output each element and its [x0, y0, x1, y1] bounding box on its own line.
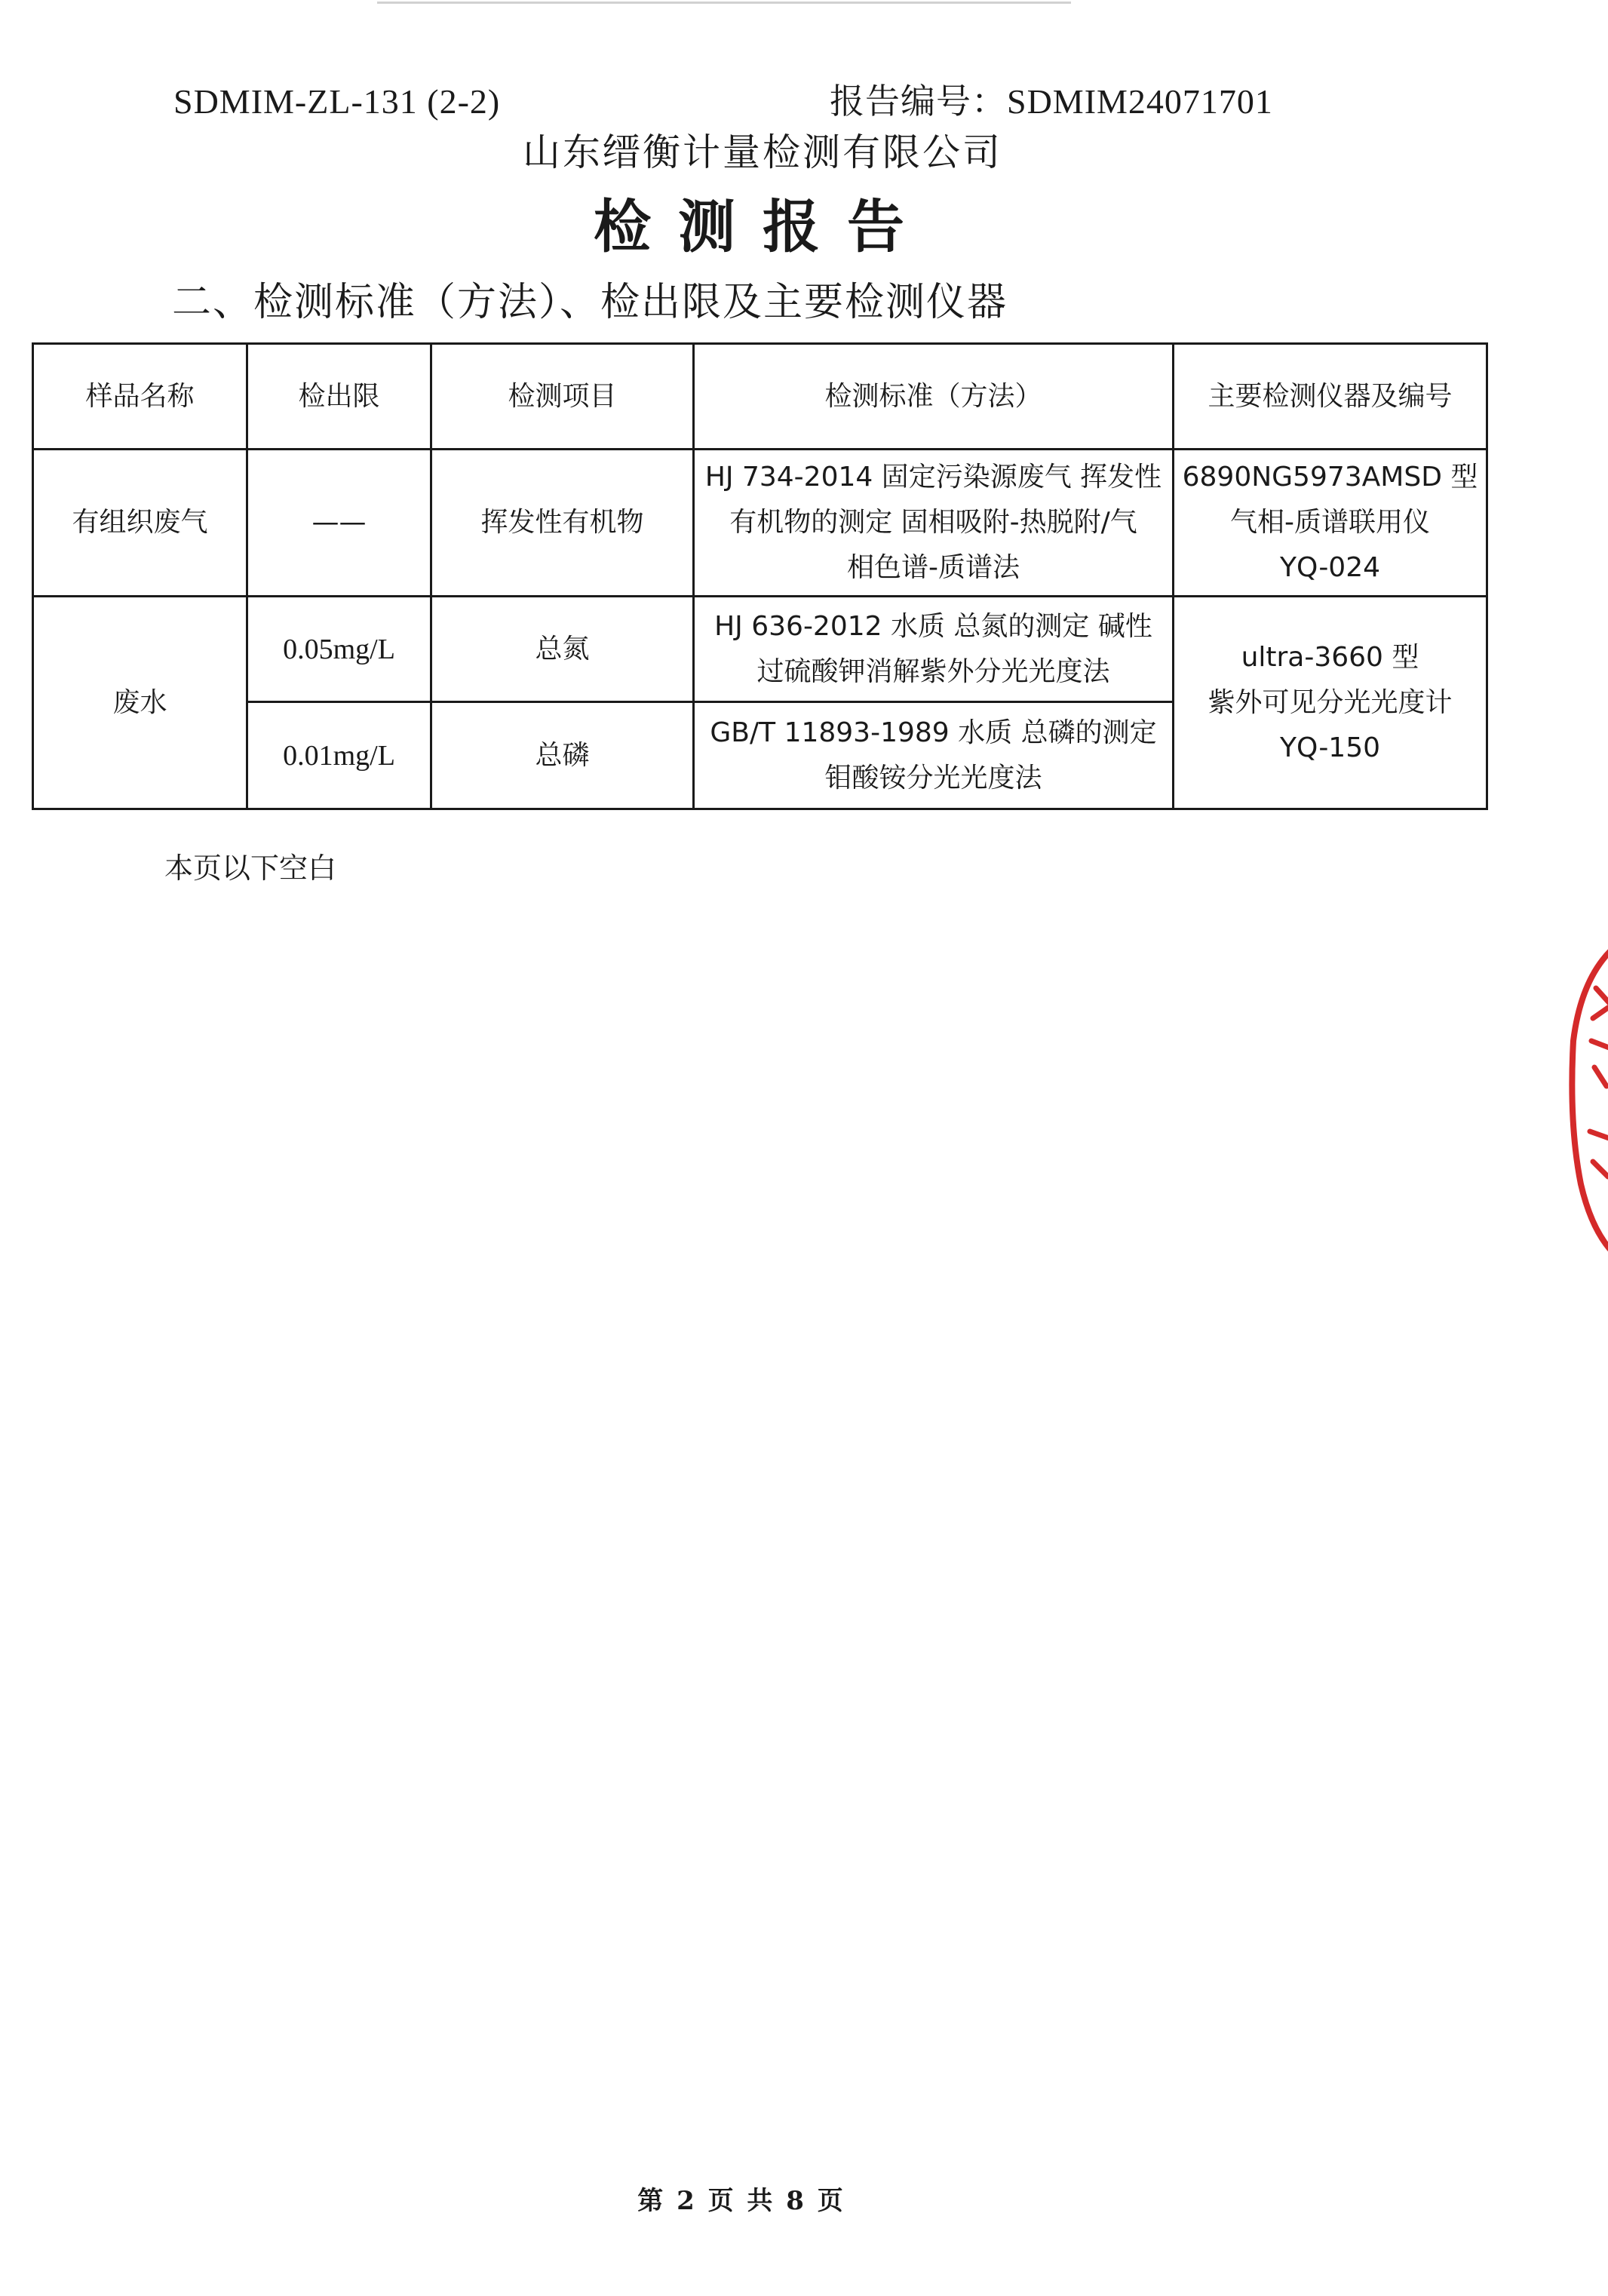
standard-line: 钼酸铵分光光度法: [824, 762, 1042, 793]
standard-line: 过硫酸钾消解紫外分光光度法: [756, 655, 1110, 687]
standard-line: HJ 636-2012 水质 总氮的测定 碱性: [714, 610, 1152, 642]
instrument-line: YQ-150: [1279, 732, 1381, 763]
header-instrument: 主要检测仪器及编号: [1174, 344, 1487, 450]
cell-standard: [694, 702, 1174, 809]
cell-item: 挥发性有机物: [431, 450, 694, 597]
instrument-line: YQ-024: [1279, 552, 1381, 583]
header-test-standard: 检测标准（方法）: [694, 344, 1174, 450]
header-detection-limit: 检出限: [247, 344, 431, 450]
standard-line: HJ 734-2014 固定污染源废气 挥发性: [704, 462, 1162, 493]
table-row: [33, 597, 1487, 702]
report-number: 报告编号：SDMIM24071701: [830, 82, 1273, 121]
cell-sample: 废水: [33, 597, 247, 809]
seal-glyph: [1590, 988, 1608, 1177]
standard-line: GB/T 11893-1989 水质 总磷的测定: [710, 717, 1157, 748]
standards-table: [32, 342, 1488, 810]
cell-limit: 0.05mg/L: [247, 597, 431, 702]
scan-edge-line: [377, 2, 1071, 4]
header-sample-name: 样品名称: [33, 344, 247, 450]
instrument-line: ultra-3660 型: [1241, 641, 1419, 673]
page-number: 第 2 页 共 8 页: [637, 2186, 845, 2216]
table-row: [33, 450, 1487, 597]
cell-standard: [694, 450, 1174, 597]
blank-page-note: 本页以下空白: [164, 852, 337, 885]
instrument-line: 6890NG5973AMSD 型: [1182, 462, 1478, 493]
page-title: 检测报告: [594, 193, 931, 260]
standard-line: 有机物的测定 固相吸附-热脱附/气: [729, 507, 1137, 538]
cell-instrument: [1174, 597, 1487, 809]
cell-sample: 有组织废气: [33, 450, 247, 597]
cell-limit: ——: [247, 450, 431, 597]
standard-line: 相色谱-质谱法: [847, 552, 1020, 583]
instrument-line: 气相-质谱联用仪: [1230, 507, 1430, 538]
company-name: 山东缙衡计量检测有限公司: [523, 130, 1002, 174]
seal-stamp-fragment: [1558, 935, 1608, 1260]
cell-item: 总氮: [431, 597, 694, 702]
section-heading: 二、检测标准（方法）、检出限及主要检测仪器: [172, 280, 1008, 325]
cell-standard: [694, 597, 1174, 702]
header-test-item: 检测项目: [431, 344, 694, 450]
doc-code: SDMIM-ZL-131 (2-2): [173, 82, 501, 121]
cell-limit: 0.01mg/L: [247, 702, 431, 809]
cell-item: 总磷: [431, 702, 694, 809]
instrument-line: 紫外可见分光光度计: [1208, 686, 1453, 718]
cell-instrument: [1174, 450, 1487, 597]
table-header-row: [33, 344, 1487, 450]
